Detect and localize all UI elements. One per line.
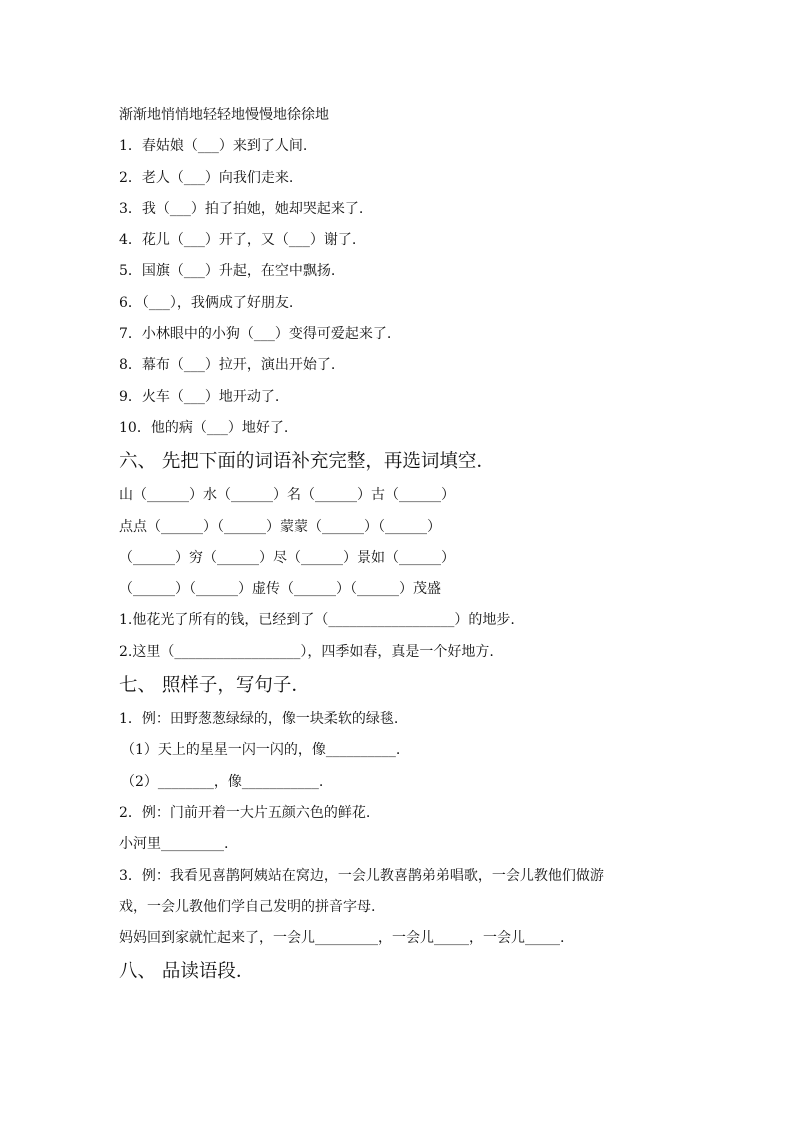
fill-item-4: 4．花儿（___）开了，又（___）谢了. bbox=[119, 232, 357, 249]
fill-item-9: 9．火车（___）地开动了. bbox=[119, 388, 280, 405]
word-bank: 渐渐地悄悄地轻轻地慢慢地徐徐地 bbox=[119, 107, 329, 123]
section-8-title: 八、 品读语段． bbox=[119, 961, 255, 983]
section-6-idiom-row-2: 点点（______）（______）蒙蒙（______）（______） bbox=[119, 518, 441, 535]
fill-item-3: 3．我（___）拍了拍她，她却哭起来了. bbox=[119, 200, 364, 217]
fill-item-5: 5．国旗（___）升起，在空中飘扬. bbox=[119, 263, 336, 280]
section-6-question-1: 1.他花光了所有的钱，已经到了（__________________）的地步. bbox=[119, 612, 515, 629]
fill-item-10: 10．他的病（___）地好了. bbox=[119, 419, 289, 436]
section-6-idiom-row-1: 山（______）水（______）名（______）古（______） bbox=[119, 487, 455, 504]
section-7-item-1-2: （2）________，像___________. bbox=[121, 773, 324, 790]
section-7-example-2: 2．例：门前开着一大片五颜六色的鲜花. bbox=[119, 804, 371, 821]
fill-item-1: 1．春姑娘（___）来到了人间. bbox=[119, 138, 308, 155]
section-7-item-2: 小河里_________. bbox=[119, 836, 229, 853]
section-6-question-2: 2.这里（__________________），四季如春，真是一个好地方. bbox=[119, 643, 494, 660]
fill-item-6: 6．（___），我俩成了好朋友. bbox=[119, 294, 294, 311]
fill-item-7: 7．小林眼中的小狗（___）变得可爱起来了. bbox=[119, 326, 392, 343]
fill-item-2: 2．老人（___）向我们走来. bbox=[119, 169, 294, 186]
section-6-idiom-row-4: （______）（______）虚传（______）（______）茂盛 bbox=[119, 581, 441, 598]
section-7-item-3: 妈妈回到家就忙起来了，一会儿_________，一会儿_____，一会儿_____. bbox=[119, 930, 565, 947]
fill-item-8: 8．幕布（___）拉开，演出开始了. bbox=[119, 357, 336, 374]
section-7-example-3: 3．例：我看见喜鹊阿姨站在窝边，一会儿教喜鹊弟弟唱歌，一会儿教他们做游 bbox=[119, 867, 604, 884]
section-6-idiom-row-3: （______）穷（______）尽（______）景如（______） bbox=[119, 549, 455, 566]
section-6-title: 六、 先把下面的词语补充完整，再选词填空． bbox=[119, 451, 495, 473]
section-7-example-1: 1．例：田野葱葱绿绿的，像一块柔软的绿毯. bbox=[119, 711, 399, 728]
worksheet-content bbox=[119, 100, 719, 990]
section-7-example-3-cont: 戏，一会儿教他们学自己发明的拼音字母. bbox=[119, 898, 376, 915]
section-7-item-1-1: （1）天上的星星一闪一闪的，像__________. bbox=[121, 742, 401, 759]
section-7-title: 七、 照样子，写句子． bbox=[119, 675, 310, 697]
